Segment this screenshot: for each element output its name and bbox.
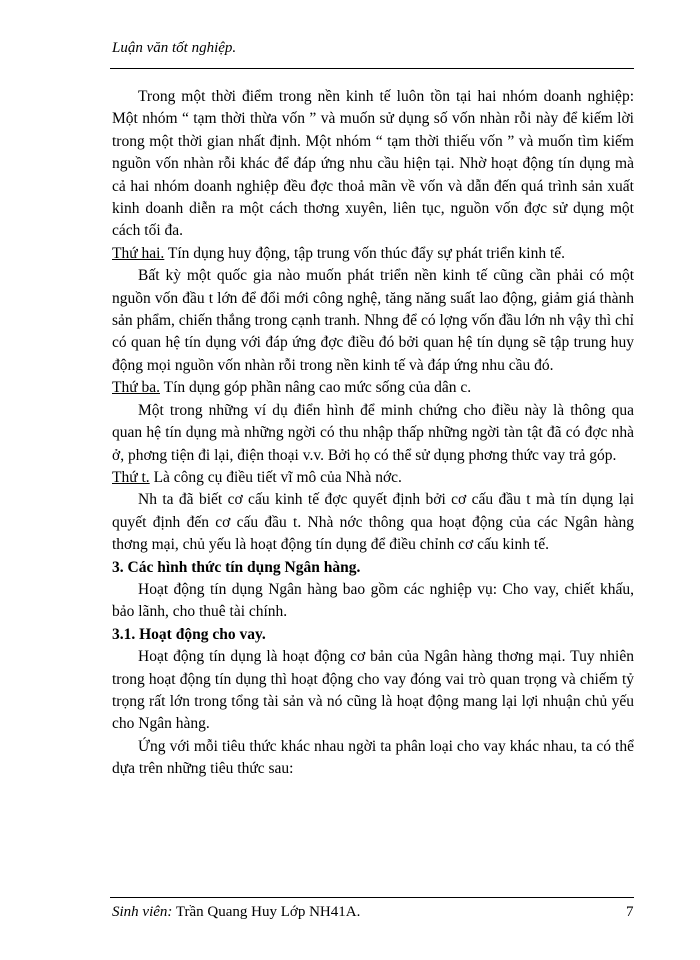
point-label: Thứ hai. — [112, 244, 165, 262]
point-label: Thứ ba. — [112, 379, 160, 397]
paragraph: Trong một thời điểm trong nền kinh tế luôn tồn tại hai nhóm doanh nghiệp: Một nhóm “ tạm thời thừa vốn ” và muốn sử dụng số vốn nhàn rỗi này để kiếm lời trong một thời gian nhất định. Một nhóm “ tạm thời thiếu vốn ” và muốn tìm kiếm nguồn vốn nhàn rỗi khác để đáp ứng nhu cầu hiện tại. Nhờ hoạt động tín dụng mà cả hai nhóm doanh nghiệp đều đợc thoả mãn về vốn và dẫn đến quá trình sản xuất kinh doanh diễn ra một cách thơng xuyên, liên tục, nguồn vốn đợc sử dụng một cách tối đa. — [112, 88, 634, 240]
paragraph: Nh ta đã biết cơ cấu kinh tế đợc quyết định bởi cơ cấu đầu t mà tín dụng lại quyết định đến cơ cấu đầu t. Nhà nớc thông qua hoạt động của các Ngân hàng thơng mại, chủ yếu là hoạt động tín dụng để điều chỉnh cơ cấu kinh tế. — [112, 491, 634, 554]
section-title: 3. Các hình thức tín dụng Ngân hàng. — [112, 558, 361, 576]
paragraph: Một trong những ví dụ điển hình để minh chứng cho điều này là thông qua quan hệ tín dụng mà những ngời có thu nhập thấp những ngời tàn tật đã có đợc nhà ở, phơng tiện đi lại, điện thoại v.v. Bởi họ có thể sử dụng phơng thức vay trả góp. — [112, 401, 634, 464]
point-label: Thứ t. — [112, 468, 150, 486]
document-body — [112, 86, 634, 781]
point-text: Tín dụng huy động, tập trung vốn thúc đẩy sự phát triển kinh tế. — [164, 244, 566, 262]
page-number: 7 — [626, 904, 634, 920]
point-heading-2 — [112, 243, 634, 265]
subsection-title: 3.1. Hoạt động cho vay. — [112, 625, 266, 643]
paragraph: Hoạt động tín dụng là hoạt động cơ bản của Ngân hàng thơng mại. Tuy nhiên trong hoạt động tín dụng thì hoạt động cho vay đóng vai trò quan trọng và chiếm tỷ trọng rất lớn trong tổng tài sản và nó cũng là hoạt động mang lại lợi nhuận chủ yếu cho Ngân hàng. — [112, 648, 634, 733]
point-text: Là công cụ điều tiết vĩ mô của Nhà nớc. — [149, 468, 402, 486]
paragraph: Bất kỳ một quốc gia nào muốn phát triển nền kinh tế cũng cần phải có một nguồn vốn đầu t lớn để đổi mới công nghệ, tăng năng suất lao động, giảm giá thành sản phẩm, chiến thắng trong cạnh tranh. Nhng để có lợng vốn đầu lớn nh vậy thì chỉ có quan hệ tín dụng với đáp ứng đợc điều đó bởi quan hệ tín dụng sẽ tập trung huy động mọi nguồn vốn nhàn rỗi trong nền kinh tế và đáp ứng nhu cầu đó. — [112, 267, 634, 374]
paragraph: Ứng với mỗi tiêu thức khác nhau ngời ta phân loại cho vay khác nhau, ta có thể dựa trên những tiêu thức sau: — [112, 737, 634, 778]
point-heading-4 — [112, 467, 634, 489]
footer-student — [112, 904, 360, 921]
footer-divider — [110, 897, 634, 898]
header-title: Luận văn tốt nghiệp. — [112, 40, 237, 56]
point-text: Tín dụng góp phần nâng cao mức sống của dân c. — [160, 379, 472, 397]
footer-label: Sinh viên: — [112, 904, 173, 920]
paragraph: Hoạt động tín dụng Ngân hàng bao gồm các nghiệp vụ: Cho vay, chiết khấu, bảo lãnh, cho thuê tài chính. — [112, 580, 634, 621]
footer-name: Trần Quang Huy Lớp NH41A. — [172, 904, 361, 920]
point-heading-3 — [112, 377, 634, 399]
header-divider — [110, 68, 634, 69]
